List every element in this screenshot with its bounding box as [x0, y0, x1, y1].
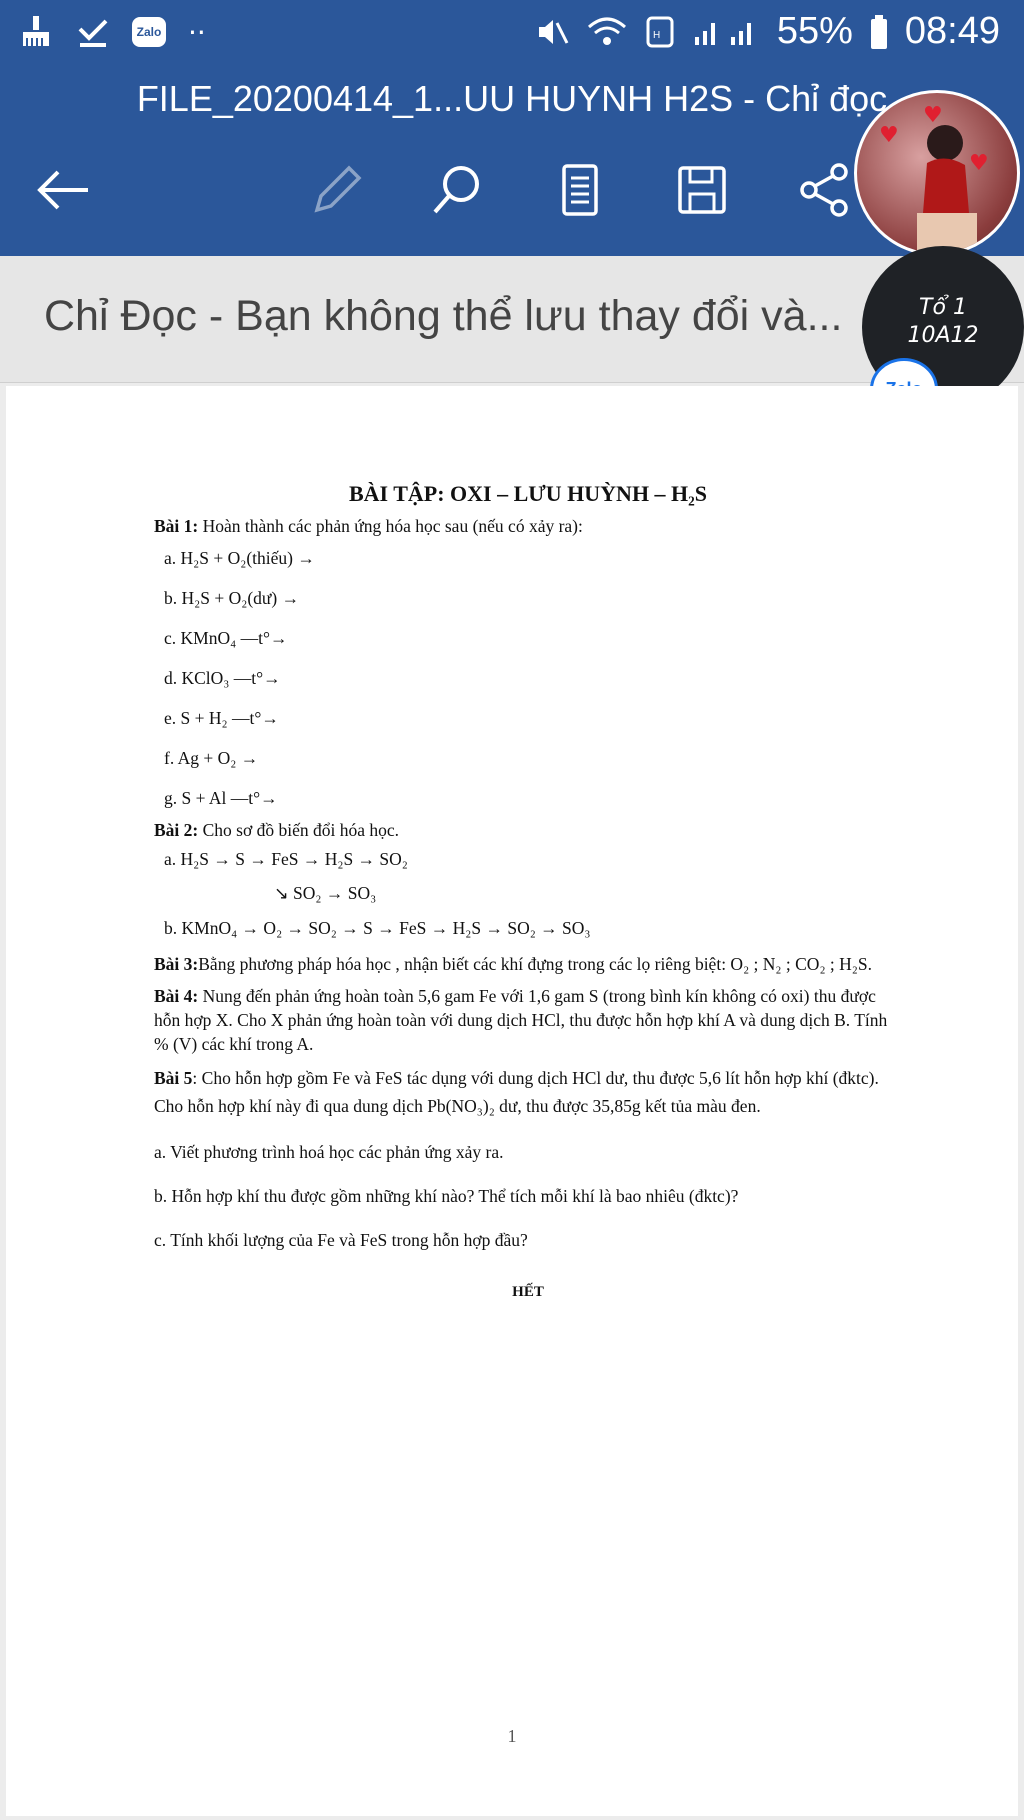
page-number: 1: [507, 1726, 517, 1746]
bai1-item: c. KMnO₄ —t°→: [164, 628, 288, 648]
bai3: Bài 3:Bằng phương pháp hóa học , nhận biết các khí đựng trong các lọ riêng biệt: O₂ ; N₂ ; CO₂ ; H₂S.: [154, 954, 872, 974]
sim-hd-icon: [645, 15, 675, 49]
bai5-c: c. Tính khối lượng của Fe và FeS trong hỗn hợp đầu?: [154, 1230, 528, 1250]
edit-pencil-icon[interactable]: [305, 158, 369, 222]
bai4: Bài 4: Nung đến phản ứng hoàn toàn 5,6 gam Fe với 1,6 gam S (trong bình kín không có oxi) thu được hỗn hợp X. Cho X phản ứng hoàn toàn với dung dịch HCl, thu được hỗn hợp khí A và dung dịch B. Tính % (V) các khí trong A.: [154, 986, 888, 1054]
more-dots-icon: ··: [188, 15, 206, 49]
document-body: [154, 482, 902, 1304]
back-arrow-icon[interactable]: [32, 158, 96, 222]
bai2-b: b. KMnO₄ → O₂ → SO₂ → S → FeS → H₂S → SO₂ → SO₃: [164, 918, 591, 938]
svg-text:H: H: [652, 29, 661, 41]
bai1-item: e. S + H₂ —t°→: [164, 708, 279, 728]
bai5-b: b. Hỗn hợp khí thu được gồm những khí nào? Thể tích mỗi khí là bao nhiêu (đktc)?: [154, 1186, 739, 1206]
signal-icon: [691, 15, 761, 49]
mute-icon: [535, 15, 569, 49]
bai1-item: f. Ag + O₂ →: [164, 748, 259, 768]
document-page[interactable]: [6, 386, 1018, 1816]
bai1-heading: Bài 1: Hoàn thành các phản ứng hóa học sau (nếu có xảy ra):: [154, 516, 583, 536]
broom-icon: [18, 14, 54, 50]
status-bar: [0, 0, 1024, 72]
bai2-heading: Bài 2: Cho sơ đồ biến đổi hóa học.: [154, 820, 400, 840]
heart-icon: ♥: [879, 123, 899, 148]
document-title: FILE_20200414_1...UU HUYNH H2S - Chỉ đọc: [136, 78, 888, 119]
bai1-item: g. S + Al —t°→: [164, 788, 278, 808]
exercise-title: BÀI TẬP: OXI – LƯU HUỲNH – H₂S: [348, 481, 707, 506]
bai5: Bài 5: Cho hỗn hợp gồm Fe và FeS tác dụng với dung dịch HCl dư, thu được 5,6 lít hỗn hợp khí (đktc). Cho hỗn hợp khí này đi qua dung dịch Pb(NO₃)₂ dư, thu được 35,85g kết tủa màu đen.: [154, 1068, 879, 1116]
battery-percent: 55%: [776, 10, 853, 52]
badge-line1: Tổ 1: [919, 295, 967, 320]
wifi-icon: [585, 15, 629, 49]
bai1-item: a. H₂S + O₂(thiếu) →: [164, 548, 315, 568]
search-icon[interactable]: [425, 158, 489, 222]
chat-head-avatar[interactable]: [854, 90, 1020, 256]
clock: 08:49: [904, 10, 1000, 52]
badge-line2: 10A12: [907, 323, 979, 348]
save-icon[interactable]: [670, 158, 734, 222]
bai1-item: b. H₂S + O₂(dư) →: [164, 588, 300, 608]
end-marker: HẾT: [512, 1284, 544, 1300]
reading-view-icon[interactable]: [548, 158, 612, 222]
heart-icon: ♥: [969, 151, 989, 176]
check-download-icon: [76, 15, 110, 49]
bai2-a: a. H₂S → S → FeS → H₂S → SO₂: [164, 849, 408, 869]
bai1-item: d. KClO₃ —t°→: [164, 668, 281, 688]
share-icon[interactable]: [793, 158, 857, 222]
heart-icon: ♥: [923, 103, 943, 128]
battery-icon: [869, 14, 889, 50]
zalo-icon: Zalo: [132, 17, 166, 47]
banner-text: Chỉ Đọc - Bạn không thể lưu thay đổi và...: [44, 292, 843, 340]
bai2-a-branch: ↘ SO₂ → SO₃: [274, 883, 377, 903]
bai5-a: a. Viết phương trình hoá học các phản ứng xảy ra.: [154, 1142, 504, 1162]
